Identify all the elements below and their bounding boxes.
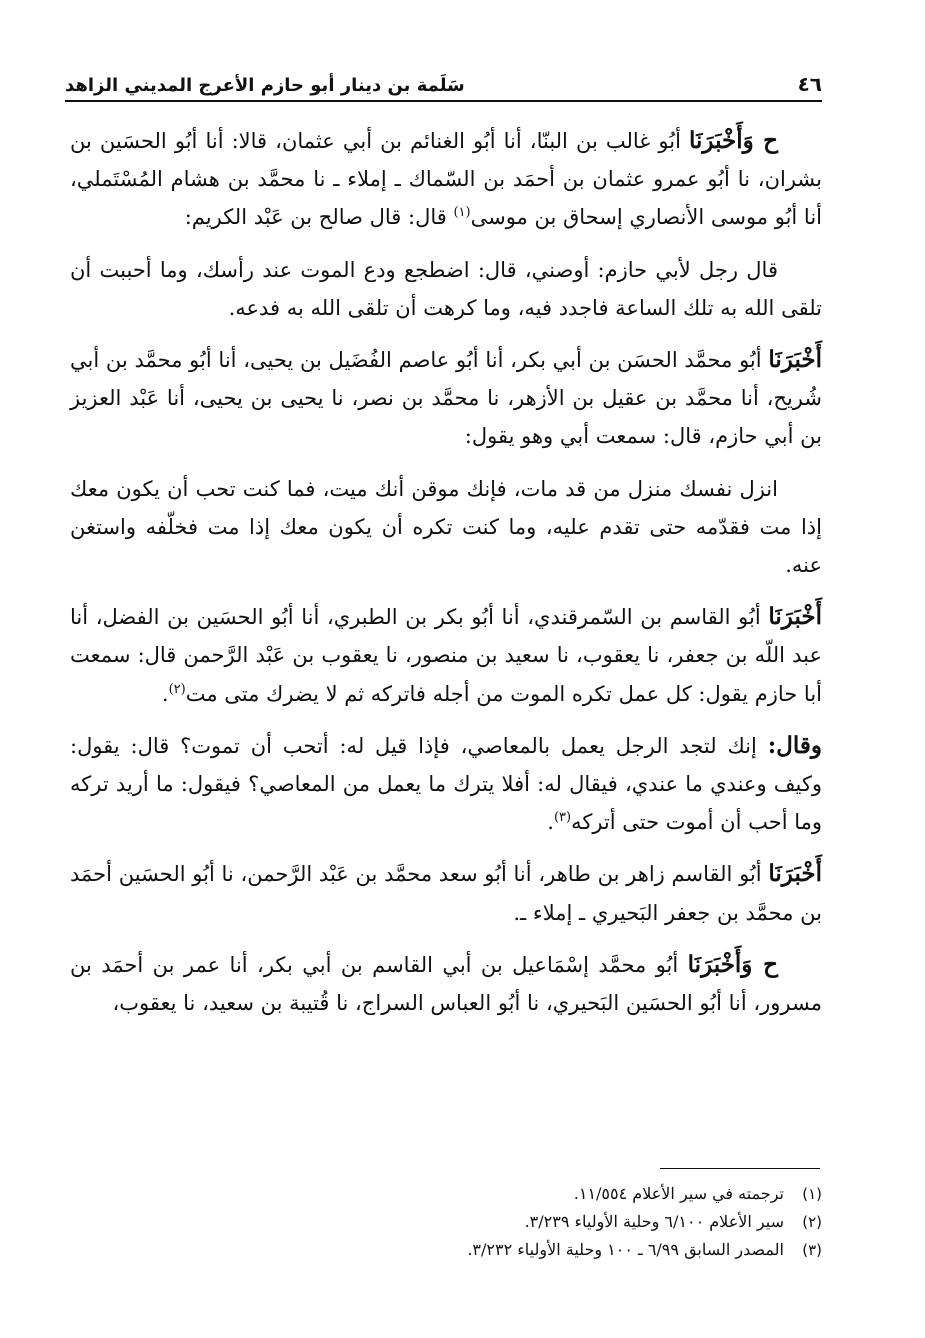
paragraph-text: انزل نفسك منزل من قد مات، فإنك موقن أنك ميت، فما كنت تحب أن يكون معك إذا مت فقدّمه حتى تقدم عليه، وما كنت تكره أن يكون معك إذا مت فخلّفه واستغن عنه. <box>70 476 822 578</box>
footnote-marker: (١) <box>453 205 471 221</box>
paragraph-saying-3 <box>70 727 822 842</box>
paragraph-tail: . <box>161 681 169 706</box>
footnote-item <box>70 1208 822 1236</box>
paragraph-text: أبُو غالب بن البنّا، أنا أبُو الغنائم بن أبي عثمان، قالا: أنا أبُو الحسَين بن بشران، نا أبُو عمرو عثمان بن أحمَد بن السّماك ـ إملاء ـ نا محمَّد بن هشام المُسْتَملي، أنا أبُو موسى الأنصاري إسحاق بن موسى <box>70 129 822 230</box>
main-text <box>70 122 822 1036</box>
paragraph-lead: وقال: <box>767 731 822 759</box>
footnotes <box>70 1180 822 1264</box>
footnote-number: (١) <box>802 1185 822 1203</box>
paragraph-lead: أَخْبَرَنَا <box>768 860 822 888</box>
footnote-number: (٢) <box>802 1213 822 1231</box>
paragraph-text: إنك لتجد الرجل يعمل بالمعاصي، فإذا قيل له: أتحب أن تموت؟ قال: يقول: وكيف وعندي ما عندي، فيقال له: أفلا يترك ما يعمل من المعاصي؟ فيقول: ما أريد تركه وما أحب أن أموت حتى أتركه <box>70 733 822 835</box>
paragraph-lead: ح وَأَخْبَرَنَا <box>688 127 778 154</box>
paragraph-tail: قال: قال صالح بن عَبْد الكريم: <box>184 205 454 230</box>
footnote-text: المصدر السابق ٦/٩٩ ـ ١٠٠ وحلية الأولياء ٣/٢٣٢. <box>467 1240 784 1259</box>
footnote-divider <box>660 1168 820 1169</box>
footnote-item <box>70 1236 822 1264</box>
paragraph-tail: . <box>547 810 554 835</box>
paragraph-text: أبُو محمَّد إسْمَاعيل بن أبي القاسم بن أبي بكر، أنا عمر بن أحمَد بن مسرور، أنا أبُو الحسَين البَحيري، نا أبُو العباس السراج، نا قُتيبة بن سعيد، نا يعقوب، <box>70 952 822 1016</box>
footnote-text: ترجمته في سير الأعلام ١١/٥٥٤. <box>573 1184 784 1203</box>
paragraph-saying-2 <box>70 470 822 585</box>
paragraph-lead: أَخْبَرَنَا <box>768 603 822 631</box>
paragraph-isnad-1 <box>70 122 822 237</box>
paragraph-text: أبُو القاسم بن السّمرقندي، أنا أبُو بكر بن الطبري، أنا أبُو الحسَين بن الفضل، أنا عبد اللّه بن جعفر، نا يعقوب، نا سعيد بن منصور، نا يعقوب بن عَبْد الرَّحمن قال: سمعت أبا حازم يقول: كل عمل تكره الموت من أجله فاتركه ثم لا يضرك متى مت <box>70 605 822 706</box>
paragraph-isnad-3 <box>70 598 822 713</box>
running-header <box>65 60 822 102</box>
paragraph-text: أبُو محمَّد الحسَن بن أبي بكر، أنا أبُو عاصم الفُضَيل بن يحيى، أنا أبُو محمَّد بن أبي شُريح، أنا محمَّد بن عقيل بن الأزهر، نا محمَّد بن نصر، نا يحيى بن يحيى، أنا عَبْد العزيز بن أبي حازم، قال: سمعت أبي وهو يقول: <box>70 348 822 449</box>
book-title: سَلَمة بن دينار أبو حازم الأعرج المديني الزاهد <box>65 75 465 96</box>
page-number: ٤٦ <box>797 72 822 96</box>
footnote-marker: (٣) <box>553 810 572 826</box>
paragraph-isnad-4 <box>70 855 822 931</box>
paragraph-lead: أَخْبَرَنَا <box>768 346 822 374</box>
paragraph-text: أبُو القاسم زاهر بن طاهر، أنا أبُو سعد محمَّد بن عَبْد الرَّحمن، نا أبُو الحسَين أحمَد بن محمَّد بن جعفر البَحيري ـ إملاء ـ. <box>70 862 822 925</box>
footnote-item <box>70 1180 822 1208</box>
paragraph-lead: ح وَأَخْبَرَنَا <box>687 950 779 978</box>
paragraph-isnad-2 <box>70 341 822 456</box>
paragraph-saying-1 <box>70 251 822 327</box>
footnote-number: (٣) <box>802 1241 822 1259</box>
footnote-marker: (٢) <box>168 681 186 697</box>
paragraph-isnad-5 <box>70 946 822 1022</box>
paragraph-text: قال رجل لأبي حازم: أوصني، قال: اضطجع ودع الموت عند رأسك، وما أحببت أن تلقى الله به تلك الساعة فاجدد فيه، وما كرهت أن تلقى الله به فدعه. <box>70 257 822 320</box>
footnote-text: سير الأعلام ٦/١٠٠ وحلية الأولياء ٣/٢٣٩. <box>524 1212 784 1231</box>
